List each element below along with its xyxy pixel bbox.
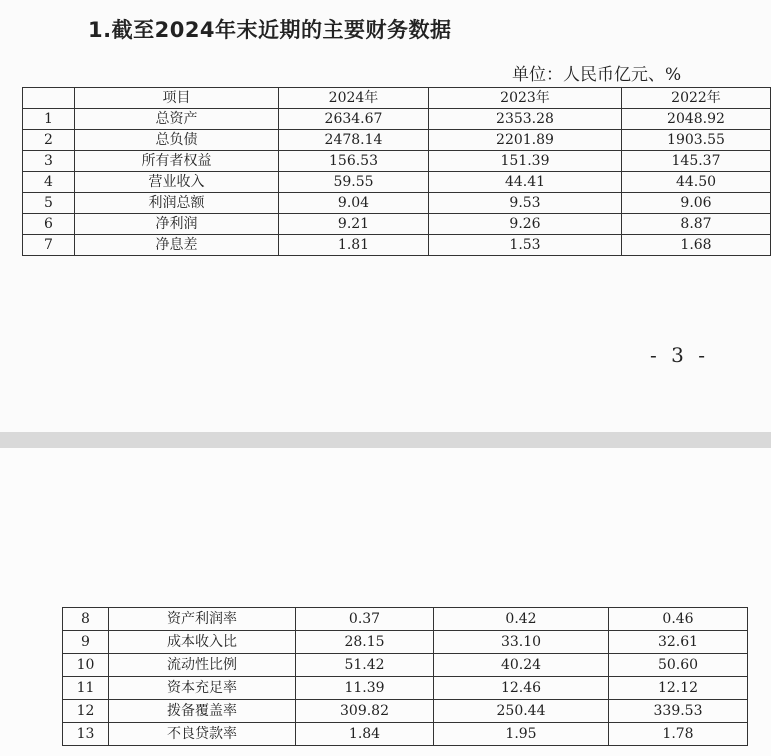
- value-2022: 44.50: [622, 172, 771, 193]
- item-name: 利润总额: [75, 193, 279, 214]
- table-row: [23, 172, 771, 193]
- table-row: [23, 235, 771, 256]
- value-2023: 1.53: [429, 235, 622, 256]
- value-2022: 32.61: [609, 631, 748, 654]
- row-number: 11: [63, 677, 109, 700]
- item-name: 所有者权益: [75, 151, 279, 172]
- row-number: 3: [23, 151, 75, 172]
- value-2022: 145.37: [622, 151, 771, 172]
- header-cell: [23, 88, 75, 109]
- item-name: 总资产: [75, 109, 279, 130]
- value-2024: 59.55: [279, 172, 429, 193]
- header-cell: 2022年: [622, 88, 771, 109]
- table-row: [63, 723, 748, 746]
- value-2023: 250.44: [434, 700, 609, 723]
- row-number: 6: [23, 214, 75, 235]
- page-number: - 3 -: [650, 343, 709, 367]
- value-2022: 1.78: [609, 723, 748, 746]
- value-2024: 2634.67: [279, 109, 429, 130]
- row-number: 8: [63, 608, 109, 631]
- value-2022: 1.68: [622, 235, 771, 256]
- row-number: 4: [23, 172, 75, 193]
- item-name: 不良贷款率: [109, 723, 296, 746]
- item-name: 资本充足率: [109, 677, 296, 700]
- table-row: [63, 608, 748, 631]
- value-2024: 156.53: [279, 151, 429, 172]
- row-number: 12: [63, 700, 109, 723]
- item-name: 资产利润率: [109, 608, 296, 631]
- value-2023: 44.41: [429, 172, 622, 193]
- value-2024: 1.81: [279, 235, 429, 256]
- financial-table-part1: [22, 87, 771, 256]
- value-2022: 12.12: [609, 677, 748, 700]
- header-cell: 项目: [75, 88, 279, 109]
- header-cell: 2023年: [429, 88, 622, 109]
- financial-table-part2: [62, 607, 748, 746]
- value-2024: 9.04: [279, 193, 429, 214]
- page-gap: [0, 432, 771, 448]
- item-name: 营业收入: [75, 172, 279, 193]
- row-number: 1: [23, 109, 75, 130]
- item-name: 净利润: [75, 214, 279, 235]
- table-row: [63, 631, 748, 654]
- value-2022: 8.87: [622, 214, 771, 235]
- item-name: 成本收入比: [109, 631, 296, 654]
- value-2022: 2048.92: [622, 109, 771, 130]
- header-cell: 2024年: [279, 88, 429, 109]
- section-title: 1.截至2024年末近期的主要财务数据: [88, 18, 452, 42]
- item-name: 拨备覆盖率: [109, 700, 296, 723]
- row-number: 9: [63, 631, 109, 654]
- value-2024: 0.37: [296, 608, 434, 631]
- table-row: [23, 109, 771, 130]
- value-2024: 28.15: [296, 631, 434, 654]
- value-2022: 339.53: [609, 700, 748, 723]
- value-2023: 2201.89: [429, 130, 622, 151]
- value-2022: 1903.55: [622, 130, 771, 151]
- row-number: 5: [23, 193, 75, 214]
- value-2023: 12.46: [434, 677, 609, 700]
- value-2024: 2478.14: [279, 130, 429, 151]
- table-row: [23, 214, 771, 235]
- table-row: [23, 130, 771, 151]
- value-2023: 40.24: [434, 654, 609, 677]
- value-2024: 9.21: [279, 214, 429, 235]
- row-number: 7: [23, 235, 75, 256]
- value-2024: 1.84: [296, 723, 434, 746]
- value-2024: 11.39: [296, 677, 434, 700]
- item-name: 总负债: [75, 130, 279, 151]
- value-2023: 151.39: [429, 151, 622, 172]
- table-row: [63, 677, 748, 700]
- row-number: 2: [23, 130, 75, 151]
- value-2023: 9.53: [429, 193, 622, 214]
- item-name: 流动性比例: [109, 654, 296, 677]
- table-row: [23, 193, 771, 214]
- value-2022: 50.60: [609, 654, 748, 677]
- value-2023: 2353.28: [429, 109, 622, 130]
- value-2023: 33.10: [434, 631, 609, 654]
- value-2024: 51.42: [296, 654, 434, 677]
- value-2022: 0.46: [609, 608, 748, 631]
- row-number: 13: [63, 723, 109, 746]
- value-2024: 309.82: [296, 700, 434, 723]
- unit-label: 单位：人民币亿元、%: [512, 65, 682, 85]
- table-row: [63, 654, 748, 677]
- row-number: 10: [63, 654, 109, 677]
- value-2023: 9.26: [429, 214, 622, 235]
- value-2023: 0.42: [434, 608, 609, 631]
- value-2023: 1.95: [434, 723, 609, 746]
- table-row: [23, 151, 771, 172]
- table-header-row: [23, 88, 771, 109]
- item-name: 净息差: [75, 235, 279, 256]
- value-2022: 9.06: [622, 193, 771, 214]
- table-row: [63, 700, 748, 723]
